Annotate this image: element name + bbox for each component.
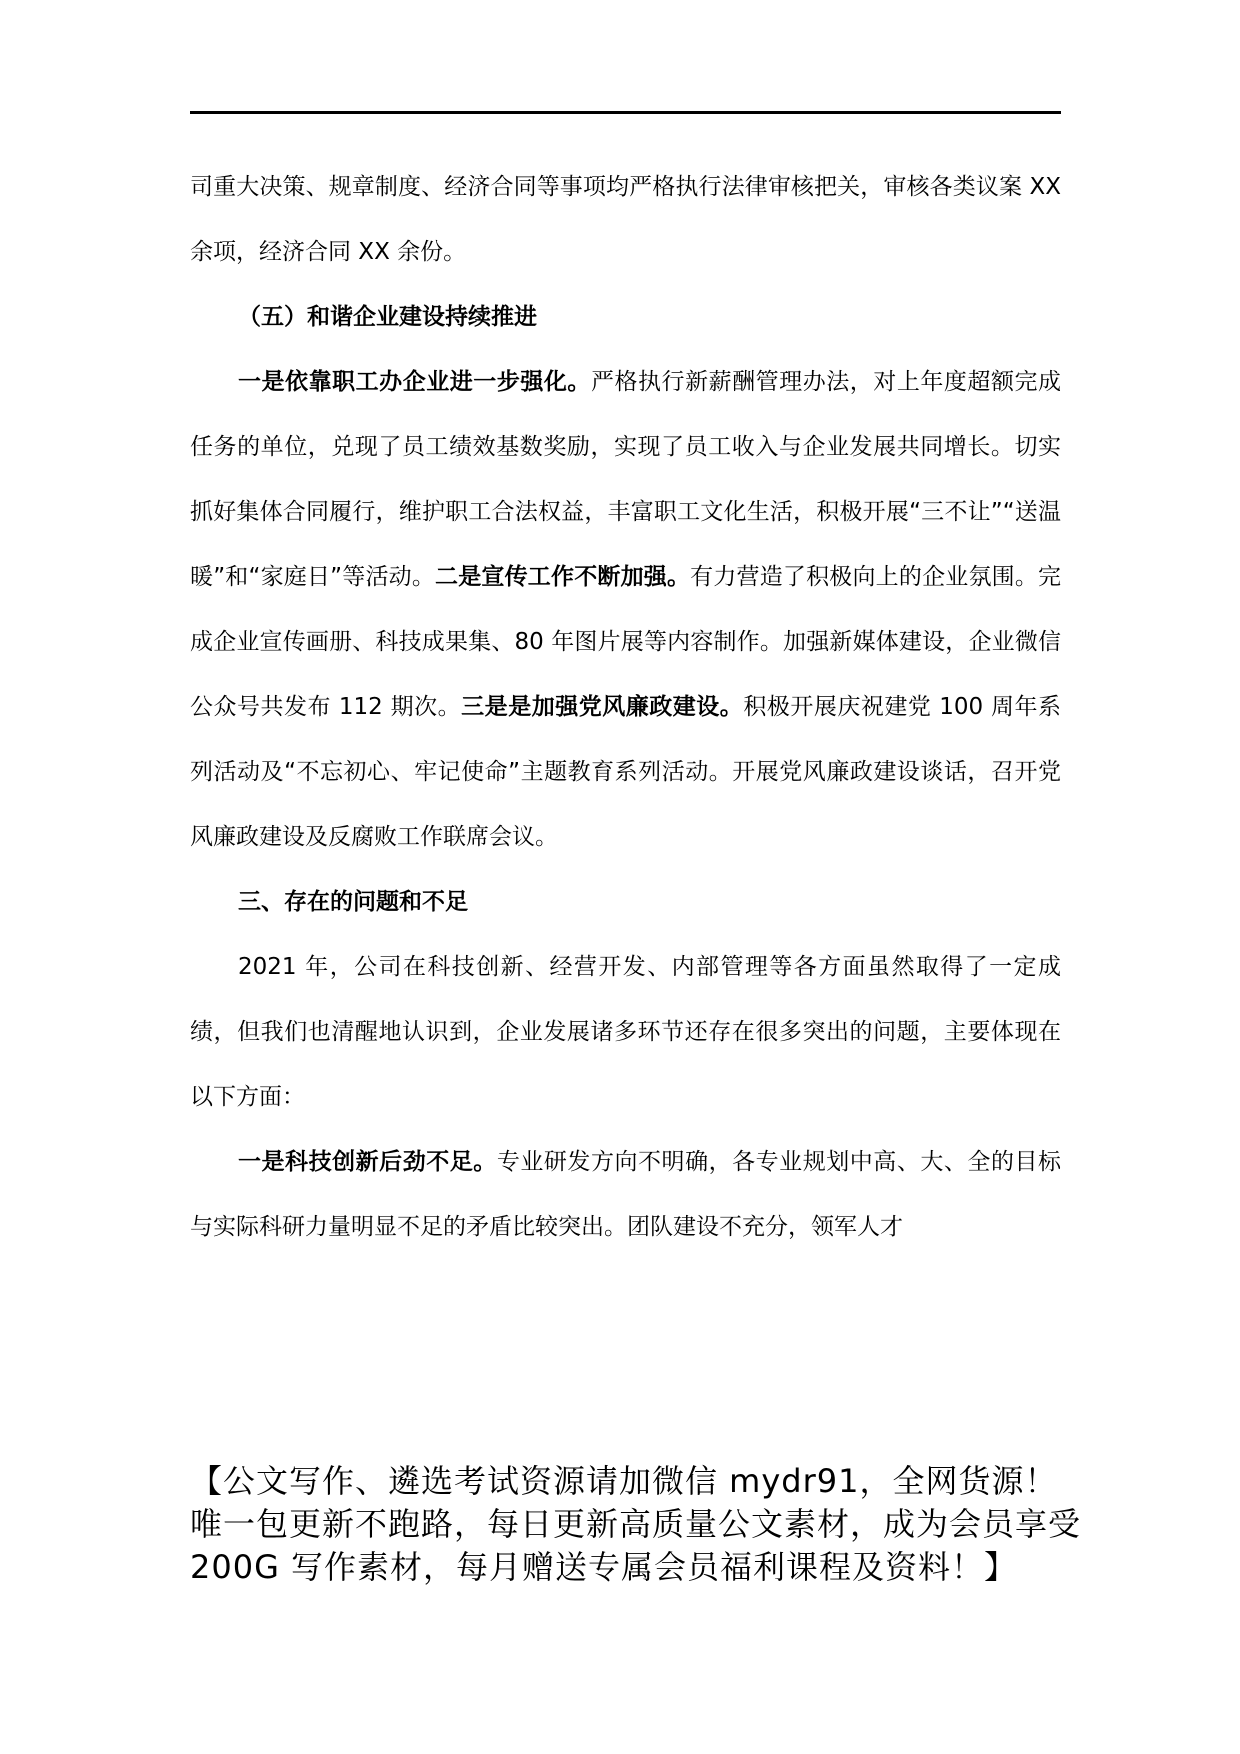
footer-advertisement: 【公文写作、遴选考试资源请加微信 mydr91，全网货源！唯一包更新不跑路，每日更新高质量公文素材，成为会员享受 200G 写作素材，每月赠送专属会员福利课程及资料！】 [190, 1462, 1082, 1586]
paragraph-text: 专业研发方向不明确，各专业规划中高、大、全的目标与实际科研力量明显不足的矛盾比较突出。团队建设不充分，领军人才 [190, 1149, 1062, 1240]
lead-phrase: 一是依靠职工办企业进一步强化。 [238, 369, 591, 395]
paragraph-text: 严格执行新薪酬管理办法，对上年度超额完成任务的单位，兑现了员工绩效基数奖励，实现了员工收入与企业发展共同增长。切实抓好集体合同履行，维护职工合法权益，丰富职工文化生活，积极开展“三不让”“送温暖”和“家庭日”等活动。 [190, 369, 1062, 590]
lead-phrase: 三是是加强党风廉政建设。 [461, 694, 744, 720]
paragraph-problems-intro: 2021 年，公司在科技创新、经营开发、内部管理等各方面虽然取得了一定成绩，但我们也清醒地认识到，企业发展诸多环节还存在很多突出的问题，主要体现在以下方面： [190, 954, 1061, 1110]
paragraph-text: 有力营造了积极向上的企业氛围。完成企业宣传画册、科技成果集、80 年图片展等内容制作。加强新媒体建设，企业微信公众号共发布 112 期次。 [190, 564, 1062, 720]
lead-phrase: 一是科技创新后劲不足。 [238, 1149, 497, 1175]
paragraph-innovation [190, 1130, 1061, 1260]
section-heading-three: 三、存在的问题和不足 [238, 889, 468, 915]
paragraph-text: 积极开展庆祝建党 100 周年系列活动及“不忘初心、牢记使命”主题教育系列活动。开展党风廉政建设谈话，召开党风廉政建设及反腐败工作联席会议。 [190, 694, 1062, 850]
section-heading-five: （五）和谐企业建设持续推进 [238, 304, 537, 330]
paragraph-continued: 司重大决策、规章制度、经济合同等事项均严格执行法律审核把关，审核各类议案 XX 余项，经济合同 XX 余份。 [190, 174, 1061, 265]
paragraph-harmony [190, 350, 1061, 870]
lead-phrase: 二是宣传工作不断加强。 [435, 564, 691, 590]
document-body [190, 155, 1061, 1260]
header-rule [190, 111, 1061, 114]
